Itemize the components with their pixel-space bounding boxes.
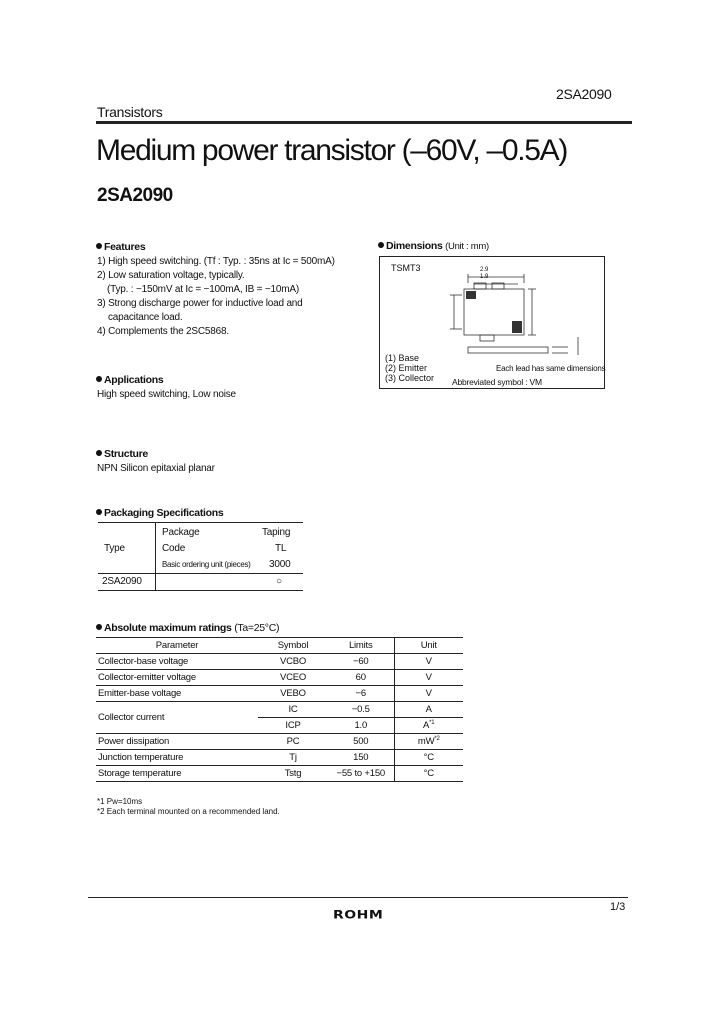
param-cell: Collector-emitter voltage (98, 672, 196, 683)
feature-line: 3) Strong discharge power for inductive load and (97, 298, 303, 309)
table-row (96, 686, 463, 702)
unit-value: mW (417, 736, 435, 748)
unit-cell: V (394, 670, 463, 686)
package-name: TSMT3 (391, 263, 421, 273)
symbol-cell: VCEO (279, 672, 307, 683)
pin-base: (1) Base (385, 353, 420, 363)
packaging-rule-vertical (155, 522, 156, 590)
page-title: Medium power transistor (–60V, –0.5A) (96, 134, 568, 167)
note-marker: *2 (434, 735, 440, 742)
footnote: *1 Pw=10ms (97, 797, 143, 806)
package-drawing (428, 265, 598, 357)
packaging-type-label: Type (104, 543, 125, 554)
param-cell: Junction temperature (98, 752, 184, 763)
packaging-code-value: TL (275, 543, 287, 554)
page-number: 1/3 (610, 901, 626, 913)
note-marker: *1 (429, 719, 435, 726)
symbol-cell: PC (286, 736, 300, 747)
param-cell: Power dissipation (98, 736, 170, 747)
packaging-package-label: Package (162, 527, 200, 538)
footer-rule (88, 897, 628, 898)
column-header: Parameter (155, 640, 199, 651)
structure-heading: Structure (96, 448, 148, 460)
table-row (96, 670, 463, 686)
bullet-icon (378, 242, 384, 248)
unit-cell: V (394, 654, 463, 670)
table-row (96, 734, 463, 750)
ratings-table (96, 637, 463, 782)
applications-heading: Applications (96, 374, 163, 386)
unit-cell: V (394, 686, 463, 702)
bullet-icon (96, 243, 102, 249)
limit-cell: −60 (352, 656, 369, 667)
limit-cell: −6 (355, 688, 366, 699)
table-row (96, 702, 463, 718)
abbreviated-symbol: Abbreviated symbol : VM (452, 377, 542, 387)
lead-note: Each lead has same dimensions (496, 364, 606, 373)
table-row (96, 654, 463, 670)
column-header: Limits (348, 640, 373, 651)
dimensions-box (379, 256, 605, 389)
unit-value: A (423, 720, 430, 732)
header-category: Transistors (97, 104, 163, 120)
unit-cell: A (394, 702, 463, 718)
symbol-cell: Tj (289, 752, 297, 763)
ratings-condition: (Ta=25°C) (234, 622, 280, 634)
feature-line: 1) High speed switching. (Tf : Typ. : 35ns at Ic = 500mA) (97, 256, 335, 267)
limit-cell: 1.0 (354, 720, 368, 731)
packaging-rule-mid (98, 573, 303, 574)
structure-text: NPN Silicon epitaxial planar (97, 463, 215, 474)
packaging-unit-label: Basic ordering unit (pieces) (162, 560, 251, 569)
limit-cell: 500 (353, 736, 369, 747)
features-heading: Features (96, 241, 145, 253)
packaging-unit-value: 3000 (269, 559, 291, 570)
symbol-cell: VEBO (280, 688, 306, 699)
feature-line: capacitance load. (108, 312, 183, 323)
table-header-row (96, 638, 463, 654)
bullet-icon (96, 624, 102, 630)
feature-line: (Typ. : −150mV at Ic = −100mA, IB = −10mA) (107, 284, 299, 295)
bullet-icon (96, 450, 102, 456)
unit-cell: °C (394, 766, 463, 782)
feature-line: 4) Complements the 2SC5868. (97, 326, 229, 337)
table-row (96, 750, 463, 766)
symbol-cell: ICP (285, 720, 301, 731)
dimension-label-inner: 1.9 (480, 274, 489, 280)
ratings-heading: Absolute maximum ratings (Ta=25°C) (96, 622, 279, 634)
part-number-title: 2SA2090 (97, 185, 173, 206)
header-part-number: 2SA2090 (556, 86, 612, 102)
footnote: *2 Each terminal mounted on a recommended land. (97, 807, 280, 816)
packaging-rule-top (98, 522, 303, 523)
param-cell: Storage temperature (98, 768, 182, 779)
dimension-label-top: 2.9 (480, 267, 489, 273)
packaging-code-label: Code (162, 543, 186, 554)
feature-line: 2) Low saturation voltage, typically. (97, 270, 245, 281)
packaging-heading: Packaging Specifications (96, 507, 223, 519)
packaging-part: 2SA2090 (102, 576, 142, 587)
pin-collector: (3) Collector (385, 373, 435, 383)
symbol-cell: IC (258, 702, 328, 718)
limit-cell: 60 (355, 672, 366, 683)
features-list (97, 255, 367, 339)
bullet-icon (96, 509, 102, 515)
packaging-mark: ○ (276, 576, 282, 587)
limit-cell: −0.5 (328, 702, 394, 718)
limit-cell: −55 to +150 (336, 768, 385, 779)
unit-cell: °C (394, 750, 463, 766)
bullet-icon (96, 376, 102, 382)
rohm-logo: ROHM (333, 909, 384, 922)
param-cell: Emitter-base voltage (98, 688, 182, 699)
symbol-cell: Tstg (284, 768, 302, 779)
dimensions-heading: Dimensions (Unit : mm) (378, 240, 489, 252)
header-rule (96, 121, 632, 124)
applications-text: High speed switching, Low noise (97, 389, 236, 400)
column-header: Symbol (277, 640, 309, 651)
dimensions-unit: (Unit : mm) (445, 241, 489, 252)
unit-cell (394, 734, 463, 750)
column-header: Unit (394, 638, 463, 654)
footnotes (97, 797, 280, 817)
limit-cell: 150 (353, 752, 369, 763)
unit-cell (394, 718, 463, 734)
symbol-cell: VCBO (279, 656, 307, 667)
pin-list (385, 353, 434, 383)
table-row (96, 766, 463, 782)
packaging-rule-bottom (98, 590, 303, 591)
packaging-package-value: Taping (262, 527, 291, 538)
param-cell: Collector-base voltage (98, 656, 189, 667)
pin-emitter: (2) Emitter (385, 363, 428, 373)
param-cell: Collector current (96, 702, 258, 734)
